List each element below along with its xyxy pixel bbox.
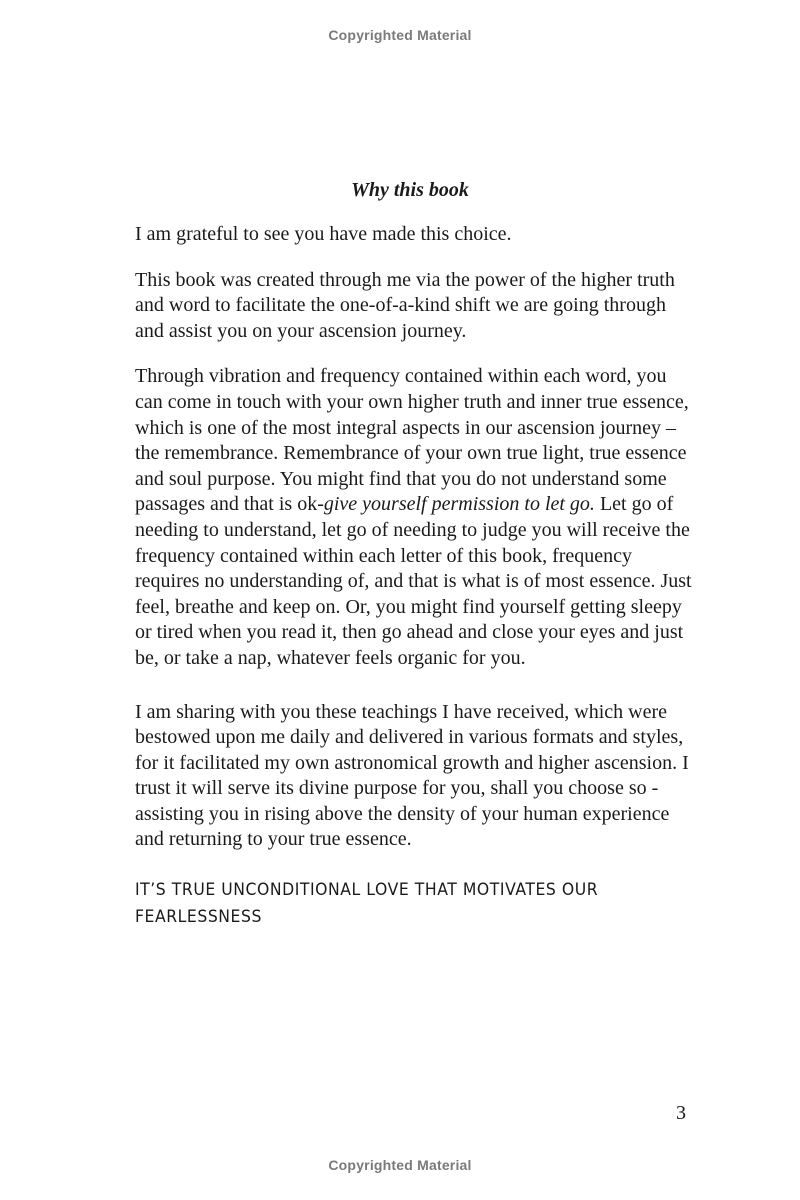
paragraph-teachings: I am sharing with you these teachings I have received, which were bestowed upon me daily and delivered in various formats and styles, for it facilitated my own astronomical growth and higher ascension. I trust it will serve its divine purpose for you, shall you choose so - assisting you in rising above the density of your human experience and returning to your true essence. <box>135 700 689 851</box>
paragraph-purpose: This book was created through me via the power of the higher truth and word to facilitate the one-of-a-kind shift we are going through and assist you on your ascension journey. <box>135 268 675 342</box>
copyright-watermark-bottom: Copyrighted Material <box>328 1157 472 1173</box>
chapter-title: Why this book <box>351 179 469 201</box>
page-number: 3 <box>676 1102 686 1124</box>
closing-statement: IT’S TRUE UNCONDITIONAL LOVE THAT MOTIVATES OUR FEARLESSNESS <box>135 880 599 928</box>
paragraph-vibration <box>135 364 695 671</box>
paragraph-vibration-italic: give yourself permission to let go. <box>323 493 595 516</box>
paragraph-intro: I am grateful to see you have made this choice. <box>135 223 512 245</box>
page-body <box>135 176 695 931</box>
paragraph-vibration-text-end: Let go of needing to understand, let go of needing to judge you will receive the frequency contained within each letter of this book, frequency requires no understanding of, and that is what is of most essence. Just feel, breathe and keep on. Or, you might find yourself getting sleepy or tired when you read it, then go ahead and close your eyes and just be, or take a nap, whatever feels organic for you. <box>135 493 692 669</box>
paragraph-vibration-text-start: Through vibration and frequency contained within each word, you can come in touch with your own higher truth and inner true essence, which is one of the most integral aspects in our ascension journey – the remembrance. Remembrance of your own true light, true essence and soul purpose. You might find that you do not understand some passages and that is ok- <box>135 365 689 516</box>
copyright-watermark-top: Copyrighted Material <box>328 27 472 43</box>
